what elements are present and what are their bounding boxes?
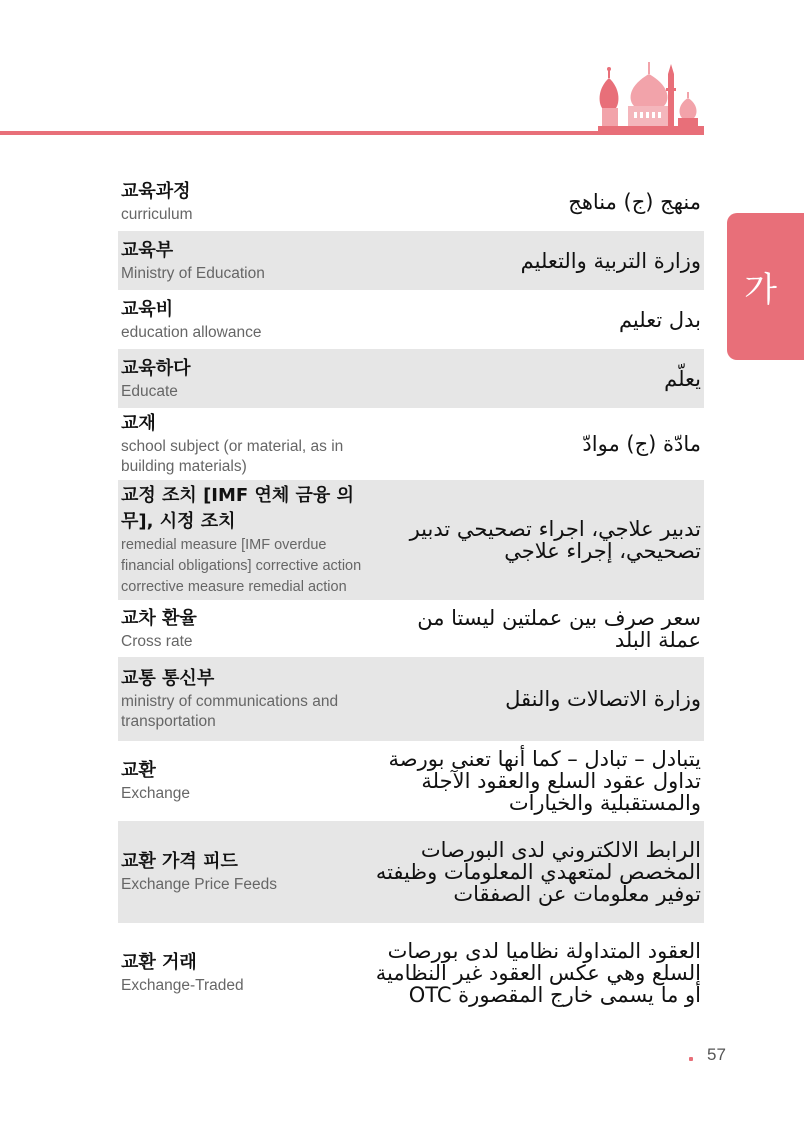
english-term: school subject (or material, as in building materials)	[121, 438, 344, 475]
glossary-entry	[118, 741, 704, 821]
korean-term: 교육과정	[121, 180, 191, 202]
korean-term: 교환 거래	[121, 952, 197, 973]
english-term: Exchange	[121, 785, 190, 802]
korean-term: 교환 가격 피드	[121, 851, 238, 872]
english-term: Ministry of Education	[121, 264, 265, 282]
arabic-term: وزارة الاتصالات والنقل	[505, 687, 701, 711]
glossary-entry	[118, 600, 704, 657]
korean-term: 교환	[121, 760, 156, 781]
page-number: 57	[707, 1045, 726, 1064]
korean-term: 교정 조치 [IMF 연체 금융 의무], 시정 조치	[121, 484, 354, 532]
section-index-tab[interactable]	[727, 213, 804, 360]
section-index-label: 가	[744, 270, 777, 310]
arabic-term: منهج (ج) مناهج	[568, 189, 701, 214]
glossary-entry	[118, 349, 704, 408]
page-number-marker	[689, 1057, 693, 1061]
korean-term: 교차 환율	[121, 607, 197, 629]
arabic-term: بدل تعليم	[618, 307, 701, 332]
english-term: Exchange Price Feeds	[121, 876, 277, 893]
arabic-term: يعلّم	[664, 366, 701, 391]
glossary-list	[118, 172, 704, 1023]
korean-term: 교재	[121, 413, 156, 434]
glossary-entry	[118, 290, 704, 349]
glossary-entry	[118, 923, 704, 1023]
glossary-entry	[118, 408, 704, 480]
glossary-entry	[118, 172, 704, 231]
english-term: curriculum	[121, 205, 193, 223]
arabic-term: سعر صرف بين عملتين ليستا من عملة البلد	[417, 605, 701, 652]
glossary-entry	[118, 657, 704, 741]
arabic-term: الرابط الالكتروني لدى البورصات المخصص لمتعهدي المعلومات وظيفته توفير معلومات عن الصفقات	[375, 838, 701, 906]
glossary-entry	[118, 480, 704, 600]
english-term: ministry of communications and transportation	[121, 693, 339, 730]
english-term: education allowance	[121, 323, 262, 341]
arabic-term: تدبير علاجي، اجراء تصحيحي تدبير تصحيحي، إجراء علاجي	[409, 517, 701, 563]
english-term: Educate	[121, 382, 178, 400]
english-term: Exchange-Traded	[121, 977, 244, 994]
english-term: Cross rate	[121, 632, 193, 650]
glossary-entry	[118, 231, 704, 290]
mosque-illustration-icon	[598, 60, 704, 134]
korean-term: 교육비	[121, 298, 174, 320]
korean-term: 교통 통신부	[121, 668, 215, 689]
arabic-term: يتبادل – تبادل – كما أنها تعنى بورصة تداول عقود السلع والعقود الآجلة والمستقبلية والخيارات	[388, 747, 701, 815]
arabic-term: وزارة التربية والتعليم	[520, 248, 701, 273]
english-term: remedial measure [IMF overdue financial obligations] corrective action corrective measure remedial action	[121, 536, 362, 595]
korean-term: 교육하다	[121, 357, 191, 379]
korean-term: 교육부	[121, 239, 174, 261]
arabic-term: مادّة (ج) موادّ	[582, 432, 701, 456]
arabic-term: العقود المتداولة نظاميا لدى بورصات السلع وهي عكس العقود غير النظامية أو ما يسمى خارج المقصورة OTC	[375, 939, 701, 1007]
glossary-entry	[118, 821, 704, 923]
